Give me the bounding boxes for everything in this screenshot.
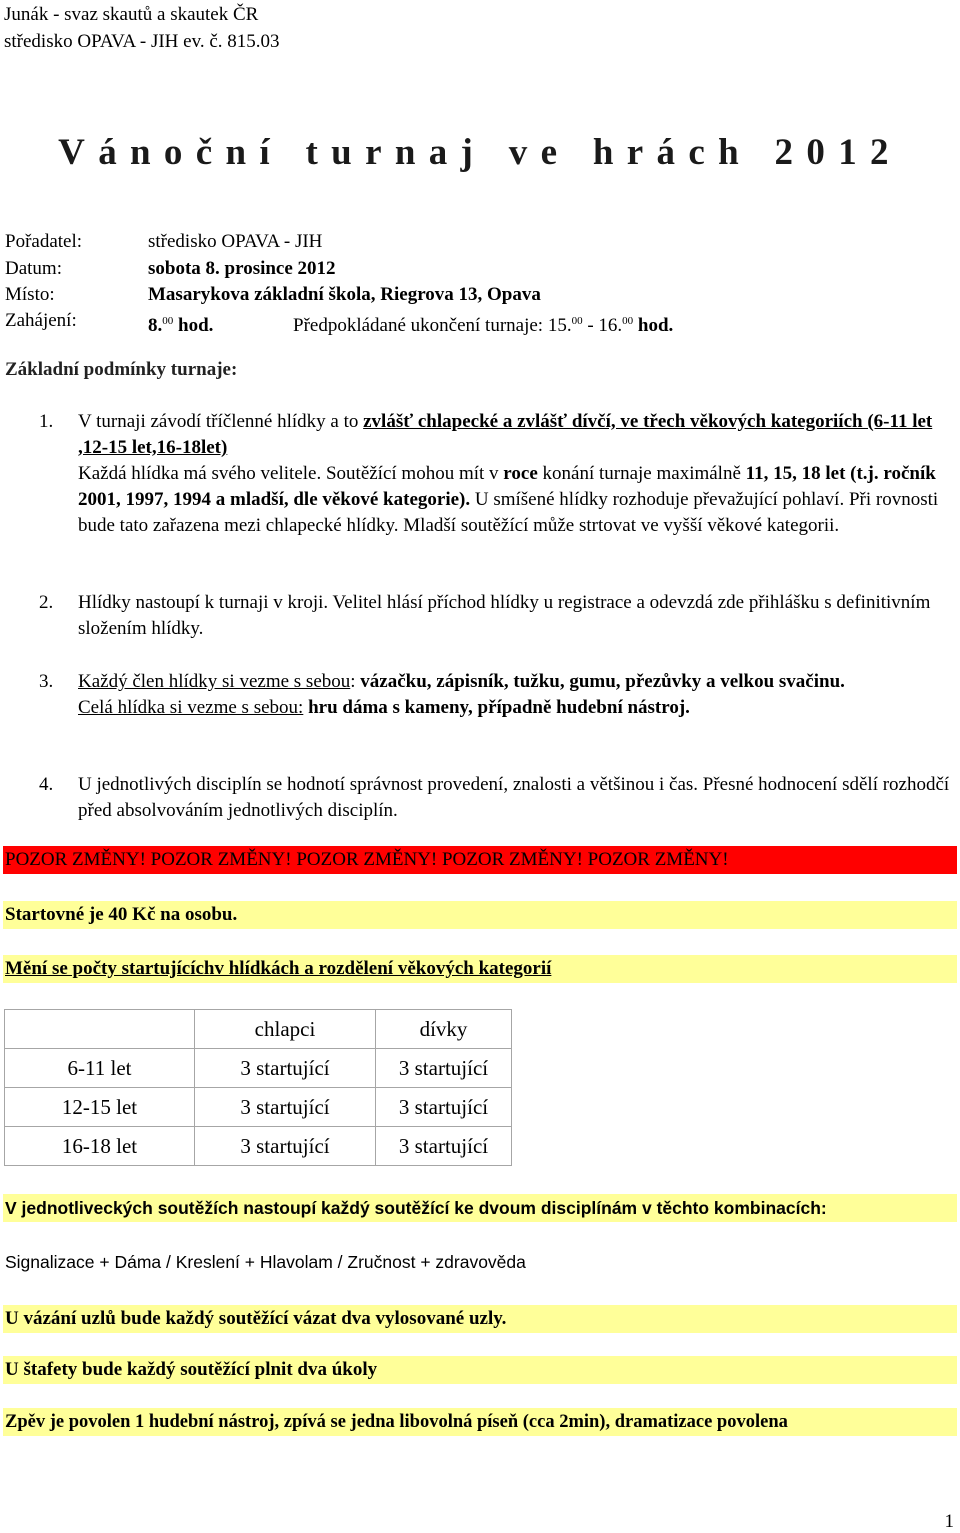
rule-1-leader: Každá hlídka má svého velitele.	[78, 463, 322, 484]
rule-1-year: roce	[503, 463, 538, 484]
table-row	[5, 1127, 512, 1166]
table-cell: 3 startující	[195, 1049, 376, 1088]
end-mid: - 16.	[587, 315, 623, 336]
rule-3-member: Každý člen hlídky si vezme s sebou	[78, 671, 351, 692]
relay-text: U štafety bude každý soutěžící plnit dva úkoly	[5, 1359, 378, 1380]
disciplines-banner	[3, 1194, 957, 1222]
place-label: Místo:	[5, 284, 55, 305]
table-cell: 3 startující	[376, 1049, 512, 1088]
page-title: Vánoční turnaj ve hrách 2012	[58, 132, 902, 173]
table-cell: 16-18 let	[5, 1127, 195, 1166]
rule-1-age-intro: Soutěžící mohou mít v	[325, 463, 499, 484]
rule-4-text: U jednotlivých disciplín se hodnotí správnost provedení, znalosti a většinou i čas. Přesné hodnocení sdělí rozhodčí před absolvováním jednotlivých disciplín.	[78, 774, 950, 821]
date-label: Datum:	[5, 258, 62, 279]
singing-banner	[3, 1408, 957, 1436]
start-minutes: 00	[162, 315, 174, 327]
rule-4-number: 4.	[39, 774, 54, 795]
conditions-heading: Základní podmínky turnaje:	[5, 359, 238, 380]
date-value: sobota 8. prosince 2012	[148, 258, 336, 279]
organizer-value: středisko OPAVA - JIH	[148, 231, 323, 252]
warning-banner	[3, 846, 957, 874]
start-value	[148, 309, 213, 338]
disciplines-text: V jednotliveckých soutěžích nastoupí každý soutěžící ke dvoum disciplínám v těchto kombinacích:	[5, 1198, 827, 1218]
table-cell: 3 startující	[195, 1088, 376, 1127]
relay-banner	[3, 1356, 957, 1384]
singing-text: Zpěv je povolen 1 hudební nástroj, zpívá se jedna libovolná píseň (cca 2min), dramatizace povolena	[5, 1412, 788, 1432]
rule-3-items: vázačku, zápisník, tužku, gumu, přezůvky a velkou svačinu.	[360, 671, 845, 692]
change-text	[5, 955, 551, 983]
knots-banner	[3, 1305, 957, 1333]
rule-1-mixed: U smíšené hlídky rozhoduje převažující pohlaví. Při rovnosti bude tato zařazena mezi chlapecké hlídky. Mladší soutěžící může strtovat ve vyšší věkové kategorii.	[78, 489, 939, 536]
rule-1-text	[78, 409, 956, 539]
end-time	[293, 309, 673, 338]
rule-1-intro: V turnaji závodí tříčlenné hlídky a to	[78, 411, 359, 432]
table-header-row	[5, 1010, 512, 1049]
table-cell: 3 startující	[376, 1127, 512, 1166]
category-table	[4, 1009, 512, 1166]
fee-banner	[3, 901, 957, 929]
rule-3-text	[78, 669, 956, 721]
end-label: Předpokládané ukončení turnaje: 15.	[293, 315, 572, 336]
page-number: 1	[944, 1511, 954, 1532]
rule-1-max: konání turnaje maximálně	[542, 463, 741, 484]
rule-1-categories: zvlášť chlapecké a zvlášť dívčí, ve třech věkových kategoriích (6-11 let ,12-15 let,16-18let)	[78, 411, 933, 458]
place-value: Masarykova základní škola, Riegrova 13, Opava	[148, 284, 541, 305]
change-text-underlined: Mění se počty startujícíchv hlídkách a rozdělení věkových kategorií	[5, 958, 552, 979]
end-minutes-1: 00	[571, 315, 583, 327]
rule-3-patrol: Celá hlídka si vezme s sebou:	[78, 697, 304, 718]
org-name: Junák - svaz skautů a skautek ČR	[4, 4, 259, 25]
table-cell: 12-15 let	[5, 1088, 195, 1127]
rule-2-number: 2.	[39, 592, 54, 613]
rule-3-patrol-items: hru dáma s kameny, případně hudební nástroj.	[308, 697, 690, 718]
warning-text: POZOR ZMĚNY! POZOR ZMĚNY! POZOR ZMĚNY! POZOR ZMĚNY! POZOR ZMĚNY!	[5, 849, 729, 870]
end-suffix: hod.	[637, 315, 674, 336]
org-unit: středisko OPAVA - JIH ev. č. 815.03	[4, 31, 280, 52]
end-minutes-2: 00	[622, 315, 634, 327]
fee-text: Startovné je 40 Kč na osobu.	[5, 904, 238, 925]
table-row	[5, 1088, 512, 1127]
table-cell: 3 startující	[376, 1088, 512, 1127]
rule-3-colon: :	[350, 671, 356, 692]
table-cell: 3 startující	[195, 1127, 376, 1166]
rule-3-number: 3.	[39, 671, 54, 692]
start-hour: 8.	[148, 315, 163, 336]
table-cell: dívky	[376, 1010, 512, 1049]
combos-text: Signalizace + Dáma / Kreslení + Hlavolam / Zručnost + zdravověda	[5, 1252, 526, 1272]
rule-1-ages: 11, 15, 18 let (t.j. ročník 2001, 1997, 1994 a mladší, dle věkové kategorie).	[78, 463, 936, 510]
change-banner	[3, 955, 957, 983]
organizer-label: Pořadatel:	[5, 231, 83, 252]
start-label: Zahájení:	[5, 310, 77, 331]
start-suffix: hod.	[178, 315, 214, 336]
table-cell: 6-11 let	[5, 1049, 195, 1088]
rule-2-text: Hlídky nastoupí k turnaji v kroji. Velitel hlásí příchod hlídky u registrace a odevzdá zde přihlášku s definitivním složením hlídky.	[78, 592, 931, 639]
table-row	[5, 1049, 512, 1088]
table-cell: chlapci	[195, 1010, 376, 1049]
rule-1-number: 1.	[39, 411, 54, 432]
table-cell	[5, 1010, 195, 1049]
knots-text: U vázání uzlů bude každý soutěžící vázat dva vylosované uzly.	[5, 1308, 507, 1329]
